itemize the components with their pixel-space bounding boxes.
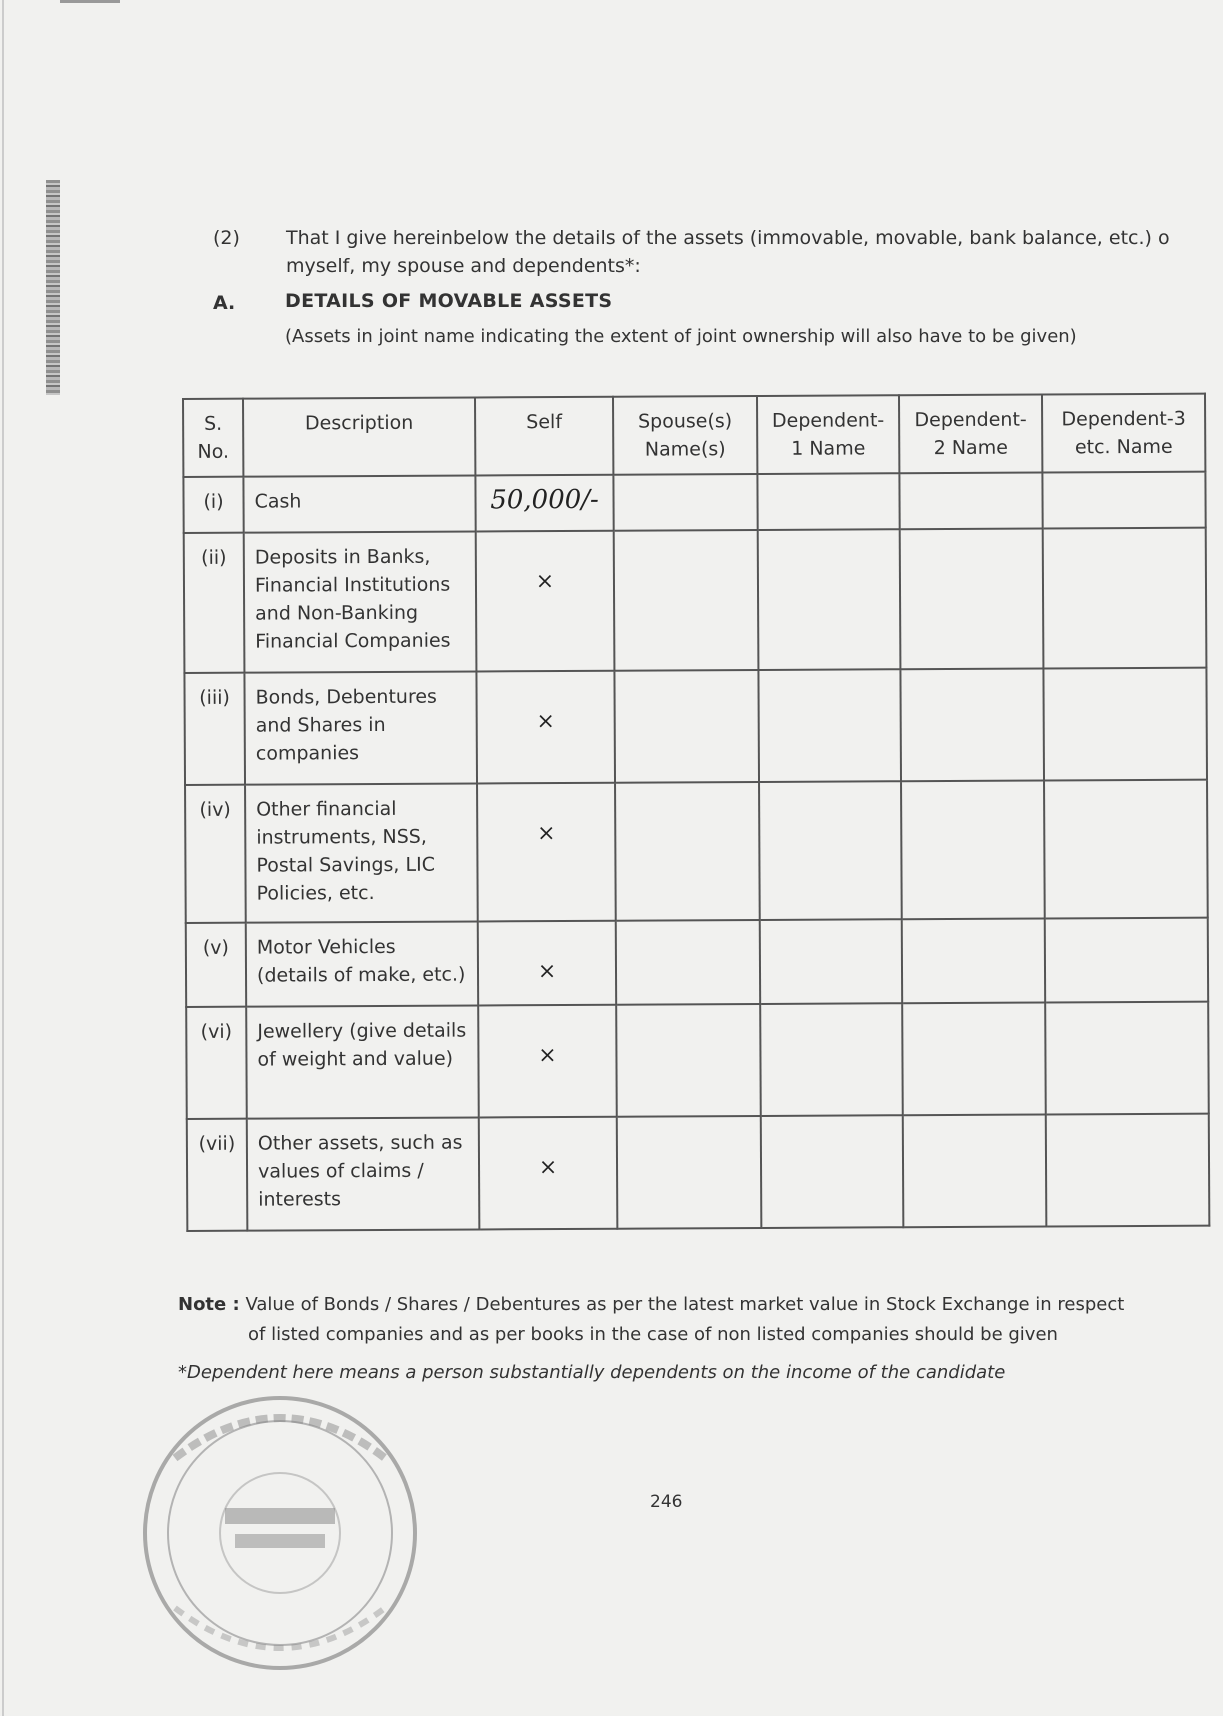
row-sno: (i) — [183, 477, 243, 533]
row-sno: (v) — [186, 923, 246, 1007]
table-row — [184, 528, 1207, 673]
note-line-2: of listed companies and as per books in the case of non listed companies should be given — [248, 1324, 1058, 1345]
table-row — [184, 668, 1207, 785]
row-dep2-value — [899, 472, 1042, 529]
row-dep2-value — [901, 780, 1045, 919]
official-stamp-seal — [135, 1388, 425, 1678]
row-sno: (iii) — [184, 673, 245, 785]
row-dep1-value — [757, 473, 899, 530]
binding-strip — [46, 180, 60, 395]
row-spouse-value — [616, 920, 760, 1005]
row-dep3-value — [1043, 528, 1207, 669]
header-dependent-1: Dependent-1 Name — [757, 395, 899, 474]
section-note: (Assets in joint name indicating the extent of joint ownership will also have to be given) — [285, 326, 1077, 347]
row-spouse-value — [613, 474, 757, 531]
section-title: DETAILS OF MOVABLE ASSETS — [285, 290, 613, 312]
table-row — [183, 472, 1205, 533]
row-sno: (vi) — [186, 1007, 247, 1119]
row-self-value: × — [478, 921, 616, 1006]
row-dep2-value — [903, 1114, 1047, 1227]
row-dep1-value — [758, 529, 901, 670]
movable-assets-table — [182, 393, 1210, 1232]
row-description: Other assets, such as values of claims / interests — [247, 1117, 480, 1230]
page-number: 246 — [650, 1492, 683, 1512]
row-sno: (ii) — [184, 533, 245, 673]
row-dep1-value — [761, 1115, 904, 1228]
row-spouse-value — [615, 782, 760, 921]
row-description: Bonds, Debentures and Shares in companies — [244, 671, 477, 784]
row-dep2-value — [900, 528, 1044, 669]
row-self-value: × — [476, 671, 615, 784]
page-edge-line — [2, 0, 4, 1716]
header-description: Description — [243, 397, 475, 476]
row-spouse-value — [614, 670, 759, 783]
dependent-footnote: *Dependent here means a person substantially dependents on the income of the candidate — [178, 1362, 1006, 1383]
paragraph-number: (2) — [213, 227, 240, 249]
row-self-value: × — [476, 531, 615, 672]
table-row — [187, 1114, 1210, 1231]
header-self: Self — [475, 397, 613, 476]
row-dep3-value — [1043, 668, 1207, 781]
table-row — [185, 780, 1208, 923]
row-self-value: × — [478, 1005, 617, 1118]
row-self-value: × — [479, 1117, 618, 1230]
row-dep3-value — [1042, 472, 1205, 529]
header-dependent-2: Dependent-2 Name — [899, 394, 1042, 473]
row-sno: (vii) — [187, 1119, 248, 1231]
row-description: Other financial instruments, NSS, Postal Savings, LIC Policies, etc. — [245, 783, 478, 922]
row-description: Deposits in Banks, Financial Institutions and Non-Banking Financial Companies — [244, 531, 477, 672]
row-dep2-value — [900, 668, 1044, 781]
note-line-1: Value of Bonds / Shares / Debentures as per the latest market value in Stock Exchange in respect — [245, 1294, 1125, 1315]
row-dep3-value — [1046, 1114, 1210, 1227]
row-dep1-value — [760, 1003, 903, 1116]
table-row — [186, 1002, 1209, 1119]
row-dep1-value — [758, 669, 901, 782]
header-sno: S. No. — [183, 399, 243, 477]
row-self-value: 50,000/- — [475, 475, 613, 532]
section-letter: A. — [213, 292, 236, 314]
row-dep3-value — [1044, 780, 1208, 919]
row-dep2-value — [902, 918, 1045, 1003]
row-description: Cash — [243, 475, 475, 532]
note-label: Note : — [178, 1294, 240, 1315]
row-spouse-value — [616, 1004, 761, 1117]
row-sno: (iv) — [185, 785, 246, 923]
row-description: Jewellery (give details of weight and value) — [246, 1005, 479, 1118]
row-description: Motor Vehicles (details of make, etc.) — [246, 921, 478, 1006]
header-spouse: Spouse(s) Name(s) — [613, 396, 757, 475]
row-dep3-value — [1045, 1002, 1209, 1115]
row-dep1-value — [759, 781, 902, 920]
paragraph-text: That I give hereinbelow the details of the assets (immovable, movable, bank balance, etc.) o myself, my spouse and dependents*: — [286, 227, 1170, 277]
row-spouse-value — [614, 530, 759, 671]
row-dep1-value — [760, 919, 902, 1004]
header-dependent-3: Dependent-3 etc. Name — [1042, 394, 1205, 473]
row-dep2-value — [902, 1002, 1046, 1115]
valuation-note — [178, 1290, 1208, 1345]
row-self-value: × — [477, 783, 616, 922]
scan-mark — [60, 0, 120, 3]
table-header-row — [183, 394, 1205, 477]
table-row — [186, 918, 1208, 1007]
row-dep3-value — [1045, 918, 1208, 1003]
row-spouse-value — [617, 1116, 762, 1229]
